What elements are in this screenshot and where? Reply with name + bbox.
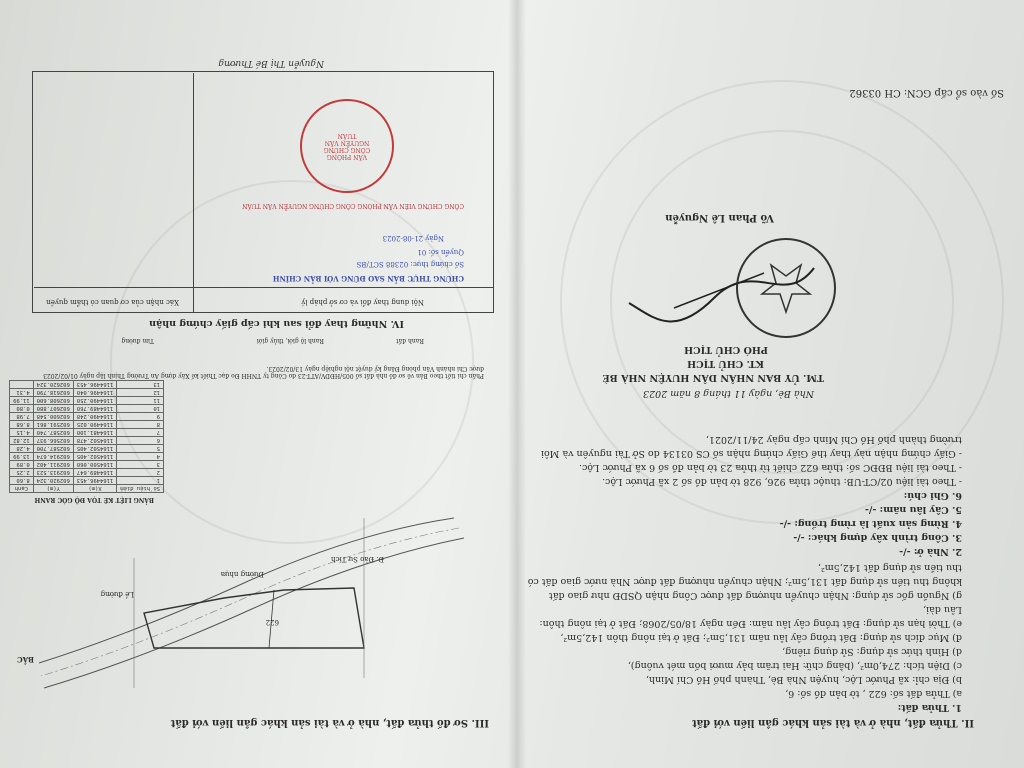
cert-no: Số chứng thực: 02388 SCT/BS [356,260,464,268]
section3-note: Phần chi tiết theo Bản vẽ sơ đồ nhà đất số 005/HĐDV/ATT-23 do Công ty TNHH Đo đạc Thiết kế Xây dựng An Trường Thịnh lập ngày 01/02/2023 được Chi nhánh Văn phòng Đăng ký duyệt nội nghiệp ngày 13/02/2023. [43,365,484,379]
legend-ranh-tt: Ranh lộ giới, thủy giới [256,337,324,344]
coord-col-point: Số hiệu điểm [117,485,164,493]
notary-stamp [300,99,394,193]
coord-cell: 11 [117,397,164,405]
coord-cell: 1164490.248 [73,413,116,421]
coord-cell: 4.28 [10,445,34,453]
coord-table-row [10,469,164,477]
section4-heading: IV. Những thay đổi sau khi cấp giấy chứng nhận [149,318,404,329]
coord-cell: 1164481.100 [73,429,116,437]
coord-cell: 1164496.453 [73,381,116,389]
coord-cell: 10 [117,405,164,413]
road-label-2: Lề đường [100,590,134,598]
section2-line-e2: Lâu dài, [923,604,962,615]
section4-col2: Xác nhận của cơ quan có thẩm quyền [46,298,179,306]
coord-cell: 8.60 [10,477,34,485]
signing-place-date: Nhà Bè, ngày 11 tháng 8 năm 2023 [643,388,814,399]
coord-cell: 1164496.453 [73,477,116,485]
road-label-1: Đường nhựa [220,570,264,578]
coord-table-row [10,477,164,485]
coord-cell: 4.15 [10,429,34,437]
coord-table-row [10,421,164,429]
signing-org2: KT. CHỦ TỊCH [687,358,764,369]
section2-line-d2: đ) Mục đích sử dụng: Đất trồng cây lâu năm 131,5m²; Đất ở tại nông thôn 142,5m², [560,632,962,643]
signer-name: Võ Phan Lê Nguyễn [665,212,774,223]
section2-note2: - Theo tài liệu BĐĐC số: thửa 622 chiết từ thửa 23 tờ bản đồ số 6 xã Phước Lộc. [578,462,962,473]
coord-cell: 8.68 [10,421,34,429]
coord-cell: 12 [117,389,164,397]
section2-note4: trường thành phố Hồ Chí Minh cấp ngày 24/11/2021, [705,434,962,445]
coord-table-row [10,389,164,397]
coord-cell: 602600.548 [33,413,73,421]
section2-heading: II. Thửa đất, nhà ở và tài sản khác gắn liền với đất [691,717,974,728]
coord-cell: 602920.324 [33,477,73,485]
coord-cell: 2.25 [10,469,34,477]
coord-table-row [10,461,164,469]
notary-office: CÔNG CHỨNG VIÊN VĂN PHÒNG CÔNG CHỨNG NGUYỄN VĂN TUẤN [242,202,464,209]
coord-cell: 7 [117,429,164,437]
section4-col1: Nội dung thay đổi và cơ sở pháp lý [301,298,424,306]
coord-table-row [10,397,164,405]
coord-cell: 5 [117,445,164,453]
coord-cell: 1164489.760 [73,405,116,413]
cert-title: CHỨNG THỰC BẢN SAO ĐÚNG VỚI BẢN CHÍNH [272,274,464,283]
section2-note1: - Theo tài liệu 02/CT-UB: thuộc thửa 926, 928 tờ bản đồ số 2 xã Phước Lộc. [602,476,962,487]
coord-cell: 602914.674 [33,453,73,461]
north-label: BẮC [17,655,34,664]
notary-name: Nguyễn Thị Bé Thương [218,58,324,68]
coord-cell: 2 [117,469,164,477]
coord-cell: 13 [117,381,164,389]
coord-cell: 8 [117,421,164,429]
coord-col-y: Y(m) [33,485,73,493]
coord-cell: 602620.324 [33,381,73,389]
section4-header-line [34,287,494,288]
legend-ranh: Ranh đất [396,337,424,344]
section2-line-g3: thu tiền sử dụng đất 142,5m², [817,562,962,573]
section2-note3: - Giấy chứng nhận này thay thế Giấy chứng nhận số CS 03134 do Sở Tài nguyên và Môi [540,448,962,459]
coord-cell: 6 [117,437,164,445]
section2-line-c: c) Diện tích: 274,0m², (bằng chữ: Hai trăm bảy mươi bốn mét vuông), [627,660,962,671]
coord-cell: 602618.790 [33,389,73,397]
cert-book: Quyển số: 01 [417,248,464,256]
signing-org1: TM. ỦY BAN NHÂN DÂN HUYỆN NHÀ BÈ [602,372,824,383]
coord-table-row [10,445,164,453]
coord-cell: 602591.861 [33,421,73,429]
coord-cell: 1164490.025 [73,421,116,429]
coord-cell: 12.82 [10,437,34,445]
coord-cell: 11.99 [10,397,34,405]
coord-cell: 602587.740 [33,429,73,437]
section2-line-e: e) Thời hạn sử dụng: Đất trồng cây lâu năm: Đến ngày 18/05/2068; Đất ở tại nông thôn: [539,618,962,629]
section2-sub4: 4. Rừng sản xuất là rừng trồng: -/- [779,518,962,529]
coord-cell: 1164502.405 [73,445,116,453]
coord-table-row [10,381,164,389]
coord-cell: 602587.700 [33,445,73,453]
cert-date: Ngày 21-08-2023 [382,234,444,242]
official-signature [624,248,824,328]
section2-line-g2: không thu tiền sử dụng đất 131,5m²; Nhận chuyển nhượng đất được Nhà nước giao đất có [527,576,962,587]
section4-col-divider [193,73,194,313]
coord-cell: 4 [117,453,164,461]
notary-stamp-text: VĂN PHÒNG CÔNG CHỨNG NGUYỄN VĂN TUẤN [323,132,371,160]
road-label-3: Đ. Đào Sư Tích [331,555,384,563]
coord-cell: 4.31 [10,389,34,397]
coord-cell [10,381,34,389]
section2-sub1: 1. Thửa đất: [897,702,962,713]
coord-table-row [10,405,164,413]
coord-cell: 0.80 [10,405,34,413]
signing-org3: PHÓ CHỦ TỊCH [684,344,768,355]
coord-table-header [10,485,164,493]
coord-table-row [10,453,164,461]
legend-tim: Tim đường [121,337,154,344]
section3-heading: III. Sơ đồ thửa đất, nhà ở và tài sản khác gắn liền với đất [170,717,489,728]
coord-cell: 13.99 [10,453,34,461]
coord-table-row [10,429,164,437]
section2-line-a: a) Thửa đất số: 622 , tờ bản đồ số: 6, [785,688,962,699]
coord-cell: 9 [117,413,164,421]
coord-cell: 602566.937 [33,437,73,445]
coord-col-edge: Cạnh [10,485,34,493]
coord-table-row [10,437,164,445]
coord-col-x: X(m) [73,485,116,493]
coord-cell: 1164496.040 [73,389,116,397]
coord-cell: 7.98 [10,413,34,421]
coord-cell: 1164500.060 [73,461,116,469]
section2-sub6: 6. Ghi chú: [903,490,962,501]
coord-cell: 1164490.250 [73,397,116,405]
coord-cell: 602911.402 [33,461,73,469]
section2-line-g: g) Nguồn gốc sử dụng: Nhận chuyển nhượng đất được Công nhận QSDĐ như giao đất [548,590,962,601]
coord-cell: 602607.880 [33,405,73,413]
section2-sub2: 2. Nhà ở: -/- [899,546,962,557]
section2-line-d1: d) Hình thức sử dụng: Sử dụng riêng, [782,646,962,657]
coord-cell: 3 [117,461,164,469]
parcel-diagram [34,498,484,708]
section2-sub3: 3. Công trình xây dựng khác: -/- [793,532,962,543]
coord-cell: 602913.523 [33,469,73,477]
registry-number: Số vào sổ cấp GCN: CH 03362 [849,87,1004,98]
coord-table [9,380,164,493]
coord-cell: 1 [117,477,164,485]
coord-cell: 1164502.478 [73,437,116,445]
coord-table-title: BẢNG LIỆT KÊ TỌA ĐỘ GÓC RANH [34,496,154,503]
section2-sub5: 5. Cây lâu năm: -/- [864,504,962,515]
parcel-label: 622 [265,618,279,626]
coord-cell: 0.89 [10,461,34,469]
coord-cell: 1164502.405 [73,453,116,461]
section2-line-b: b) Địa chỉ: xã Phước Lộc, huyện Nhà Bè, Thành phố Hồ Chí Minh, [645,674,962,685]
coord-table-row [10,413,164,421]
coord-cell: 602608.600 [33,397,73,405]
coord-cell: 1164489.647 [73,469,116,477]
